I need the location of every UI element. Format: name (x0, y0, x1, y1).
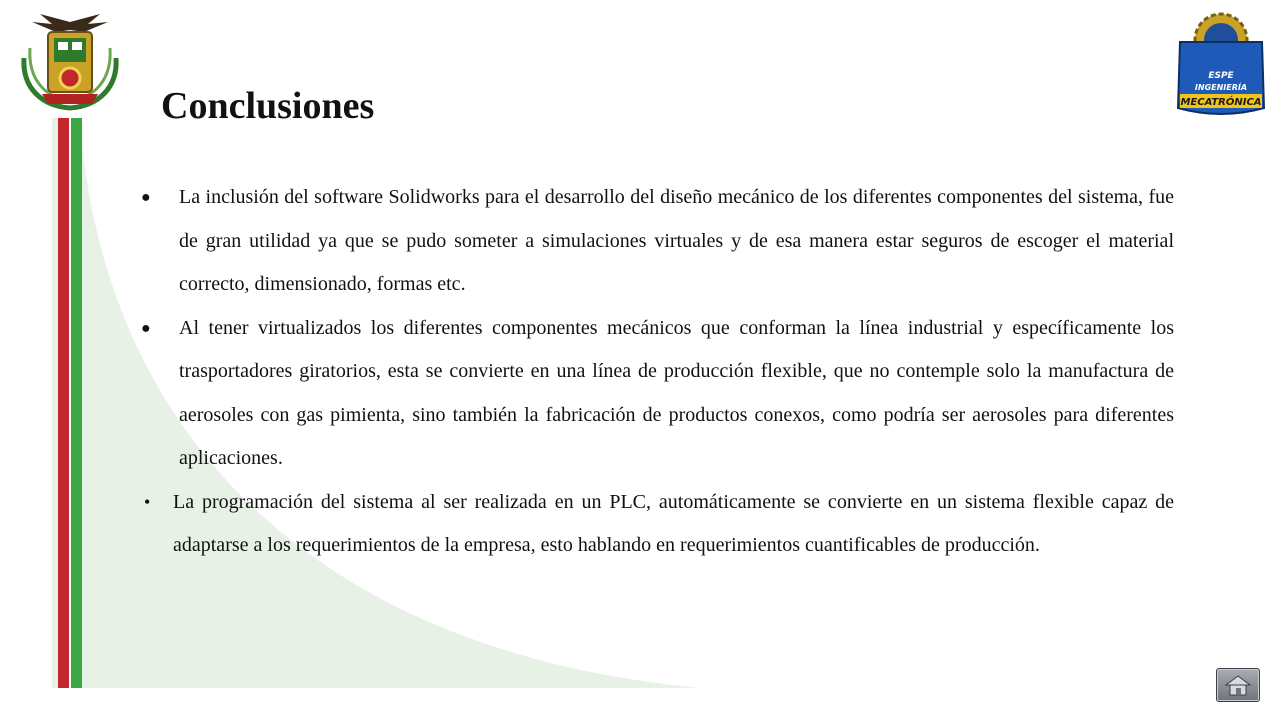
conclusion-item (140, 481, 1174, 568)
bullet-marker: ● (141, 189, 151, 206)
bullet-marker: ● (141, 319, 151, 337)
conclusion-text: La programación del sistema al ser realizada en un PLC, automáticamente se convierte en un sistema flexible capaz de adaptarse a los requerimientos de la empresa, esto hablando en requerimientos cuantificables de producción. (173, 490, 1174, 556)
slide-title: Conclusiones (161, 85, 375, 127)
green-stripe (71, 118, 82, 688)
conclusion-text: La inclusión del software Solidworks para el desarrollo del diseño mecánico de los diferentes componentes del sistema, fue de gran utilidad ya que se pudo someter a simulaciones virtuales y de esa manera estar seguros de escoger el material correcto, dimensionado, formas etc. (179, 186, 1174, 295)
conclusion-item (140, 176, 1174, 307)
svg-text:MECATRÓNICA: MECATRÓNICA (1180, 97, 1262, 108)
svg-text:INGENIERÍA: INGENIERÍA (1194, 83, 1248, 92)
coat-of-arms-icon (12, 8, 130, 112)
red-stripe (58, 118, 69, 688)
svg-text:ESPE: ESPE (1208, 71, 1234, 81)
conclusion-text: Al tener virtualizados los diferentes componentes mecánicos que conforman la línea industrial y específicamente los trasportadores giratorios, esta se convierte en una línea de producción flexible, que no contemple solo la manufactura de aerosoles con gas pimienta, sino también la fabricación de productos conexos, como podría ser aerosoles para diferentes aplicaciones. (179, 316, 1174, 469)
home-button[interactable] (1216, 668, 1260, 702)
conclusion-item (140, 307, 1174, 481)
espe-mecatronica-logo (1172, 8, 1270, 118)
home-icon (1223, 674, 1253, 696)
bullet-marker: • (144, 491, 151, 512)
conclusions-list (140, 176, 1174, 568)
